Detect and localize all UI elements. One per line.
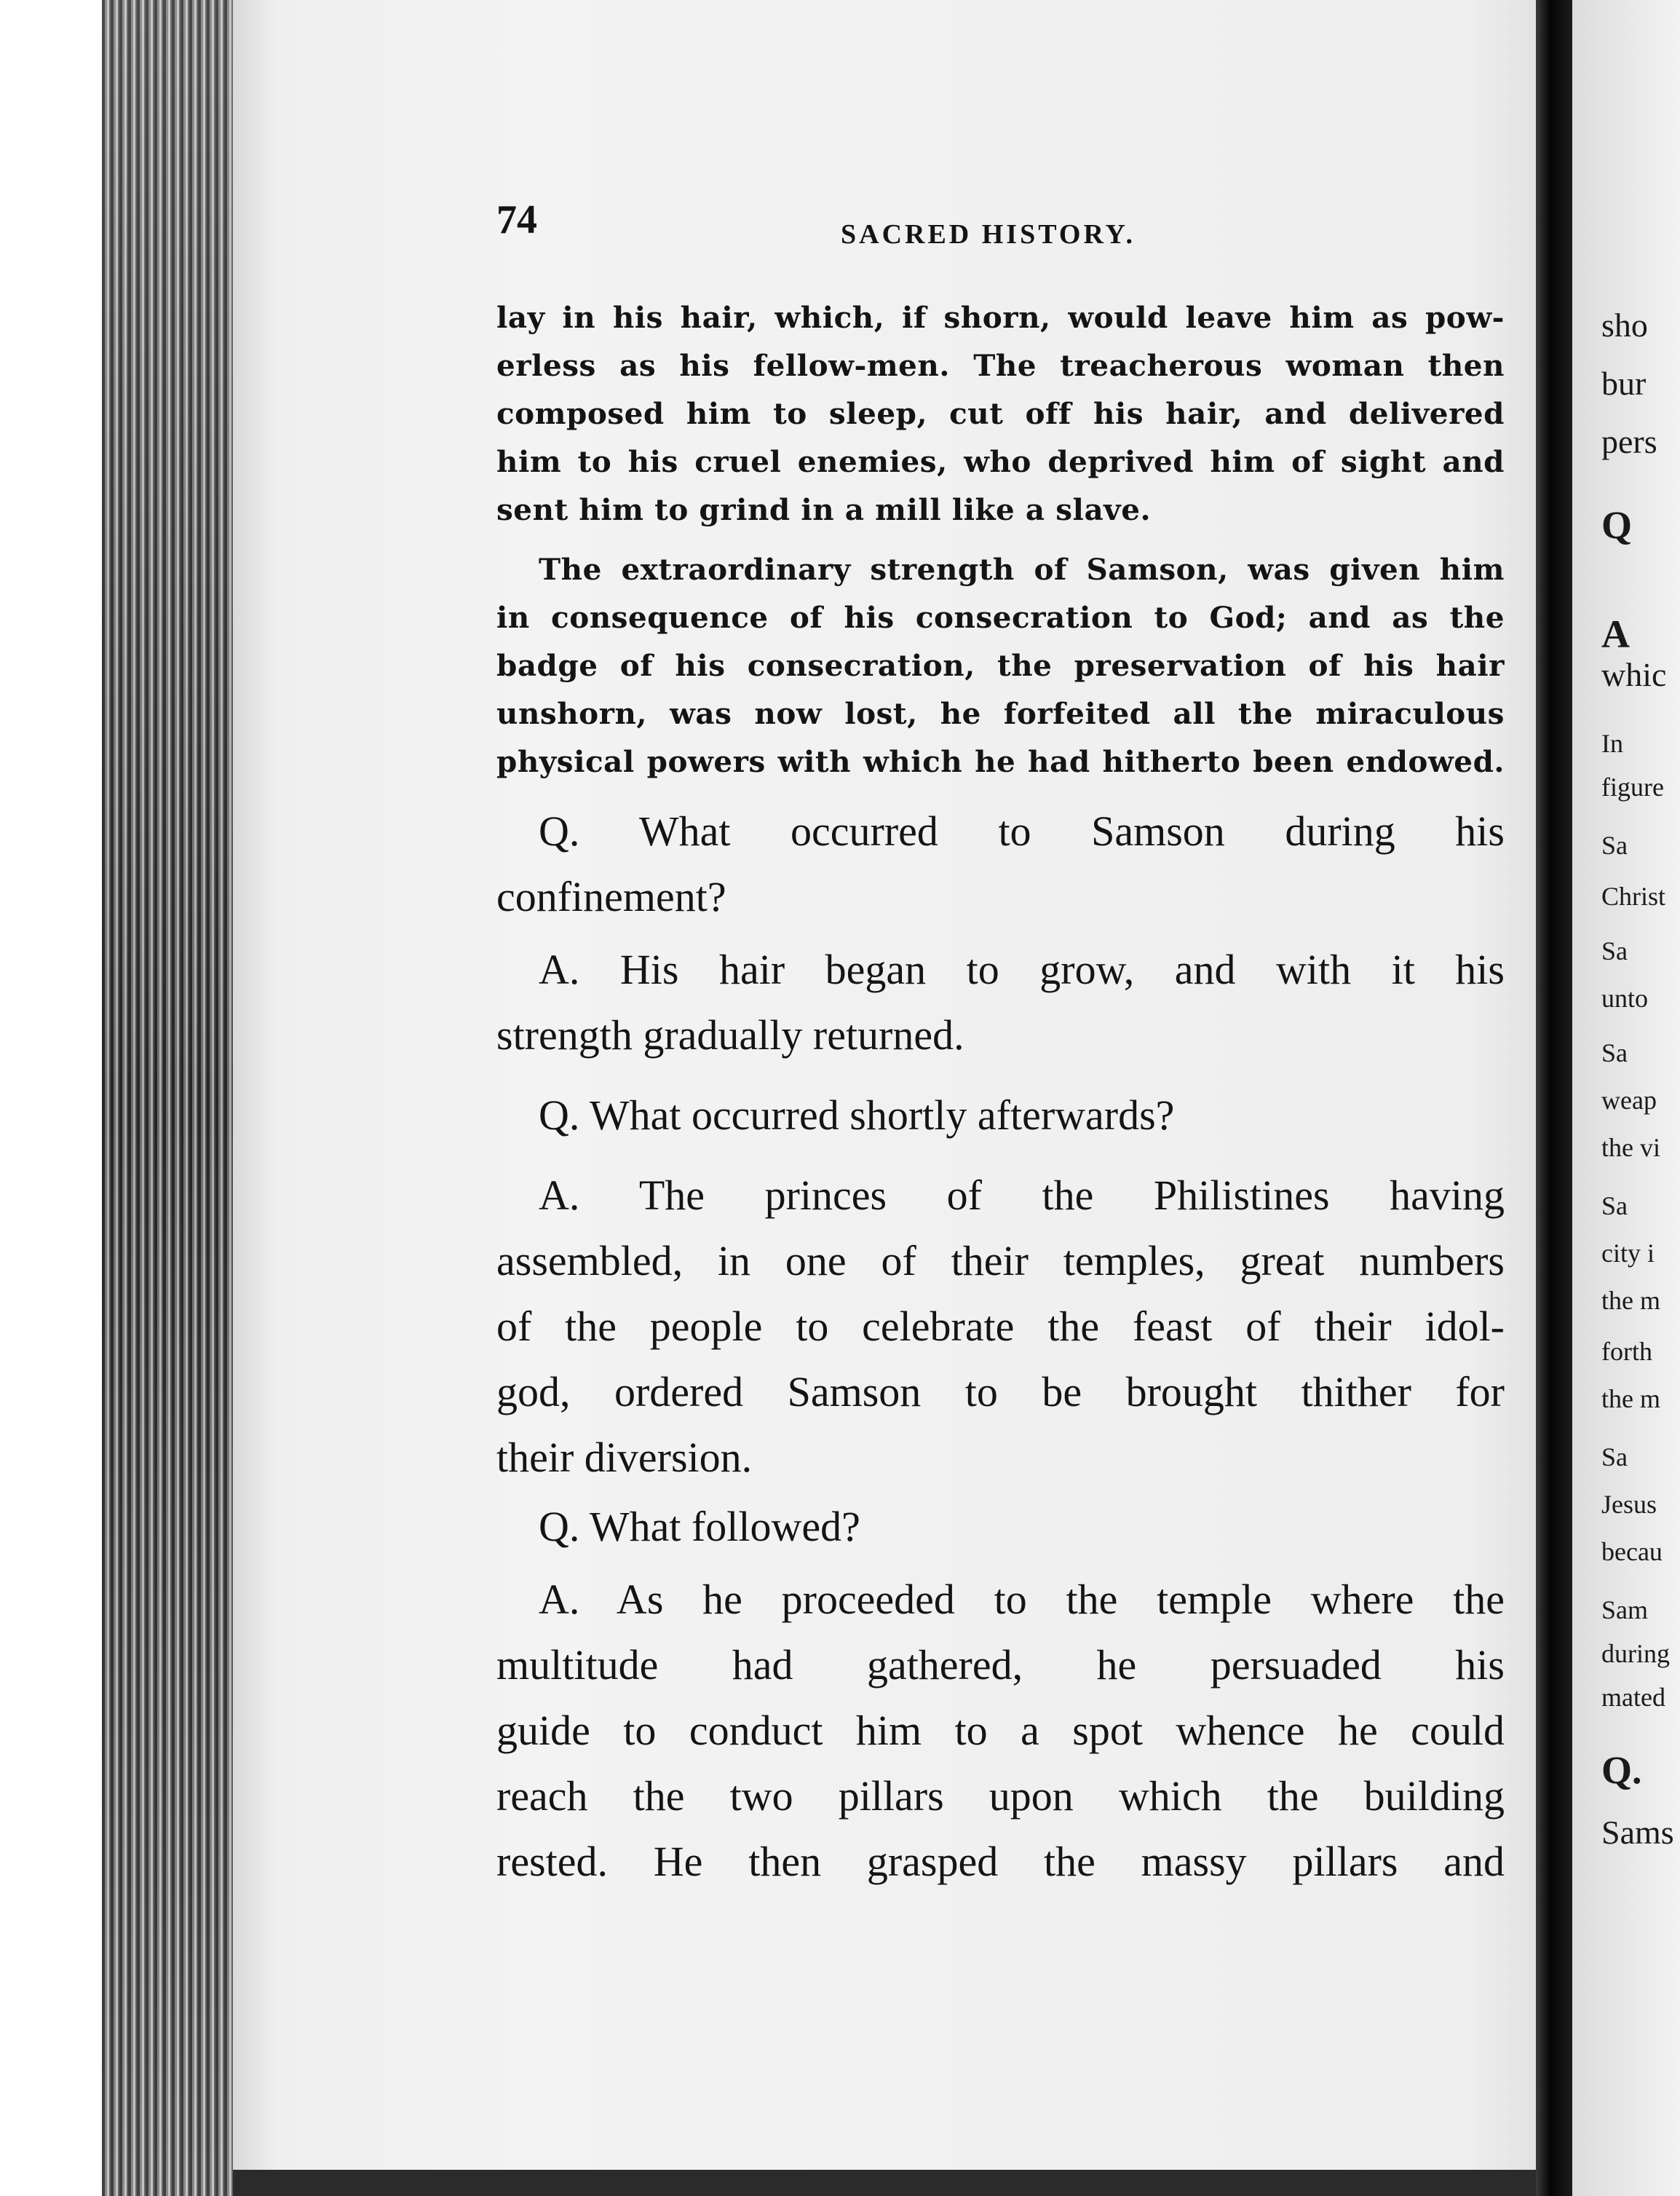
narrative-line: sent him to grind in a mill like a slave. bbox=[496, 492, 1152, 527]
facing-fragment: becau bbox=[1601, 1537, 1663, 1566]
facing-fragment: Sa bbox=[1601, 1442, 1628, 1472]
answer-line: of the people to celebrate the feast of their idol- bbox=[496, 1303, 1505, 1350]
question-line: confinement? bbox=[496, 873, 726, 920]
answer-line: A. His hair began to grow, and with it his bbox=[539, 946, 1505, 993]
facing-fragment: Q. bbox=[1601, 1748, 1642, 1792]
facing-fragment: forth bbox=[1601, 1337, 1652, 1366]
answer-line: A. As he proceeded to the temple where the bbox=[539, 1576, 1505, 1623]
book-gutter bbox=[1536, 0, 1572, 2196]
facing-fragment: the vi bbox=[1601, 1133, 1660, 1162]
facing-fragment: weap bbox=[1601, 1086, 1657, 1115]
facing-fragment: A bbox=[1601, 612, 1630, 656]
answer-line: A. The princes of the Philistines having bbox=[539, 1172, 1505, 1219]
page-edges bbox=[102, 0, 251, 2196]
facing-fragment: during bbox=[1601, 1639, 1670, 1668]
facing-page bbox=[1572, 0, 1680, 2196]
note-line: in consequence of his consecration to God; and as the bbox=[496, 600, 1505, 635]
answer-line: guide to conduct him to a spot whence he could bbox=[496, 1707, 1505, 1754]
answer-line: strength gradually returned. bbox=[496, 1011, 964, 1059]
facing-fragment: the m bbox=[1601, 1286, 1660, 1315]
facing-fragment: pers bbox=[1601, 423, 1657, 460]
facing-fragment: mated bbox=[1601, 1683, 1665, 1712]
facing-fragment: the m bbox=[1601, 1384, 1660, 1413]
question-line: Q. What occurred shortly afterwards? bbox=[539, 1091, 1175, 1139]
facing-fragment: figure bbox=[1601, 773, 1664, 802]
facing-fragment: Q bbox=[1601, 503, 1633, 547]
answer-line: reach the two pillars upon which the building bbox=[496, 1772, 1505, 1820]
facing-fragment: Sam bbox=[1601, 1595, 1649, 1624]
running-head: SACRED HISTORY. bbox=[841, 219, 1136, 250]
answer-line: multitude had gathered, he persuaded his bbox=[496, 1641, 1505, 1689]
narrative-line: lay in his hair, which, if shorn, would leave him as pow- bbox=[496, 300, 1505, 335]
answer-line: their diversion. bbox=[496, 1434, 753, 1481]
note-line: badge of his consecration, the preservation of his hair bbox=[496, 648, 1505, 683]
answer-line: god, ordered Samson to be brought thither for bbox=[496, 1368, 1505, 1415]
question-line: Q. What followed? bbox=[539, 1503, 860, 1550]
answer-line: rested. He then grasped the massy pillars and bbox=[496, 1838, 1505, 1885]
facing-fragment: unto bbox=[1601, 984, 1649, 1013]
facing-fragment: bur bbox=[1601, 365, 1647, 402]
facing-fragment: Christ bbox=[1601, 882, 1666, 911]
facing-fragment: Sa bbox=[1601, 936, 1628, 965]
note-line: physical powers with which he had hitherto been endowed. bbox=[496, 744, 1505, 779]
facing-fragment: Jesus bbox=[1601, 1490, 1657, 1519]
narrative-line: composed him to sleep, cut off his hair, and delivered bbox=[496, 396, 1505, 431]
facing-fragment: city i bbox=[1601, 1239, 1655, 1268]
question-line: Q. What occurred to Samson during his bbox=[539, 807, 1505, 855]
facing-fragment: sho bbox=[1601, 307, 1648, 344]
facing-fragment: Sa bbox=[1601, 831, 1628, 860]
narrative-line: him to his cruel enemies, who deprived him of sight and bbox=[496, 444, 1505, 479]
facing-fragment: In bbox=[1601, 729, 1623, 758]
facing-fragment: Sams bbox=[1601, 1814, 1674, 1851]
facing-fragment: whic bbox=[1601, 656, 1667, 693]
note-line: unshorn, was now lost, he forfeited all the miraculous bbox=[496, 696, 1505, 731]
narrative-line: erless as his fellow-men. The treacherous woman then bbox=[496, 348, 1505, 383]
page-number: 74 bbox=[496, 197, 537, 242]
facing-fragment: Sa bbox=[1601, 1038, 1628, 1067]
note-line: The extraordinary strength of Samson, was given him bbox=[539, 552, 1505, 587]
facing-fragment: Sa bbox=[1601, 1191, 1628, 1220]
answer-line: assembled, in one of their temples, great numbers bbox=[496, 1237, 1505, 1284]
